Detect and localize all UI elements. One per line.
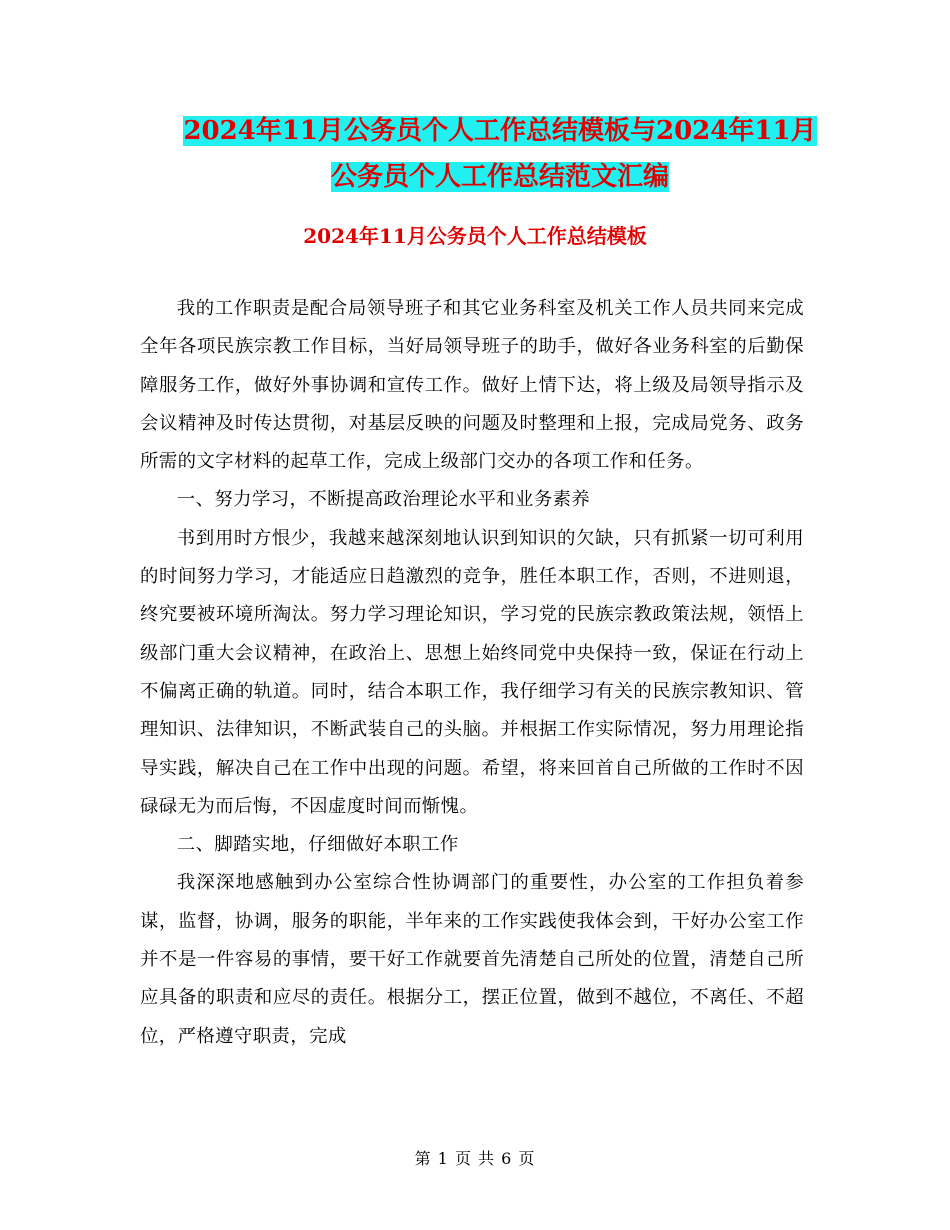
section-title: 2024年11月公务员个人工作总结模板 bbox=[303, 224, 647, 248]
body-paragraph: 书到用时方恨少，我越来越深刻地认识到知识的欠缺，只有抓紧一切可利用的时间努力学习，才能适应日趋激烈的竞争，胜任本职工作，否则，不进则退，终究要被环境所淘汰。努力学习理论知识，学习党的民族宗教政策法规，领悟上级部门重大会议精神，在政治上、思想上始终同党中央保持一致，保证在行动上不偏离正确的轨道。同时，结合本职工作，我仔细学习有关的民族宗教知识、管理知识、法律知识，不断武装自己的头脑。并根据工作实际情况，努力用理论指导实践，解决自己在工作中出现的问题。希望，将来回首自己所做的工作时不因碌碌无为而后悔，不因虚度时间而惭愧。 bbox=[140, 527, 804, 817]
body-paragraph: 我深深地感触到办公室综合性协调部门的重要性，办公室的工作担负着参谋，监督，协调，服务的职能，半年来的工作实践使我体会到，干好办公室工作并不是一件容易的事情，要干好工作就要首先清楚自己所处的位置，清楚自己所应具备的职责和应尽的责任。根据分工，摆正位置，做到不越位，不离任、不超位，严格遵守职责，完成 bbox=[140, 872, 804, 1047]
document-body bbox=[140, 290, 804, 1056]
document-title bbox=[140, 108, 860, 200]
page-footer: 第 1 页 共 6 页 bbox=[414, 1149, 536, 1168]
document-title-line-1: 2024年11月公务员个人工作总结模板与2024年11月 bbox=[183, 116, 817, 146]
section-heading: 二、脚踏实地，仔细做好本职工作 bbox=[176, 834, 459, 856]
body-paragraph: 我的工作职责是配合局领导班子和其它业务科室及机关工作人员共同来完成全年各项民族宗教工作目标，当好局领导班子的助手，做好各业务科室的后勤保障服务工作，做好外事协调和宣传工作。做好上情下达，将上级及局领导指示及会议精神及时传达贯彻，对基层反映的问题及时整理和上报，完成局党务、政务所需的文字材料的起草工作，完成上级部门交办的各项工作和任务。 bbox=[140, 298, 804, 473]
section-heading: 一、努力学习，不断提高政治理论水平和业务素养 bbox=[176, 489, 591, 511]
document-title-line-2: 公务员个人工作总结范文汇编 bbox=[330, 162, 669, 192]
